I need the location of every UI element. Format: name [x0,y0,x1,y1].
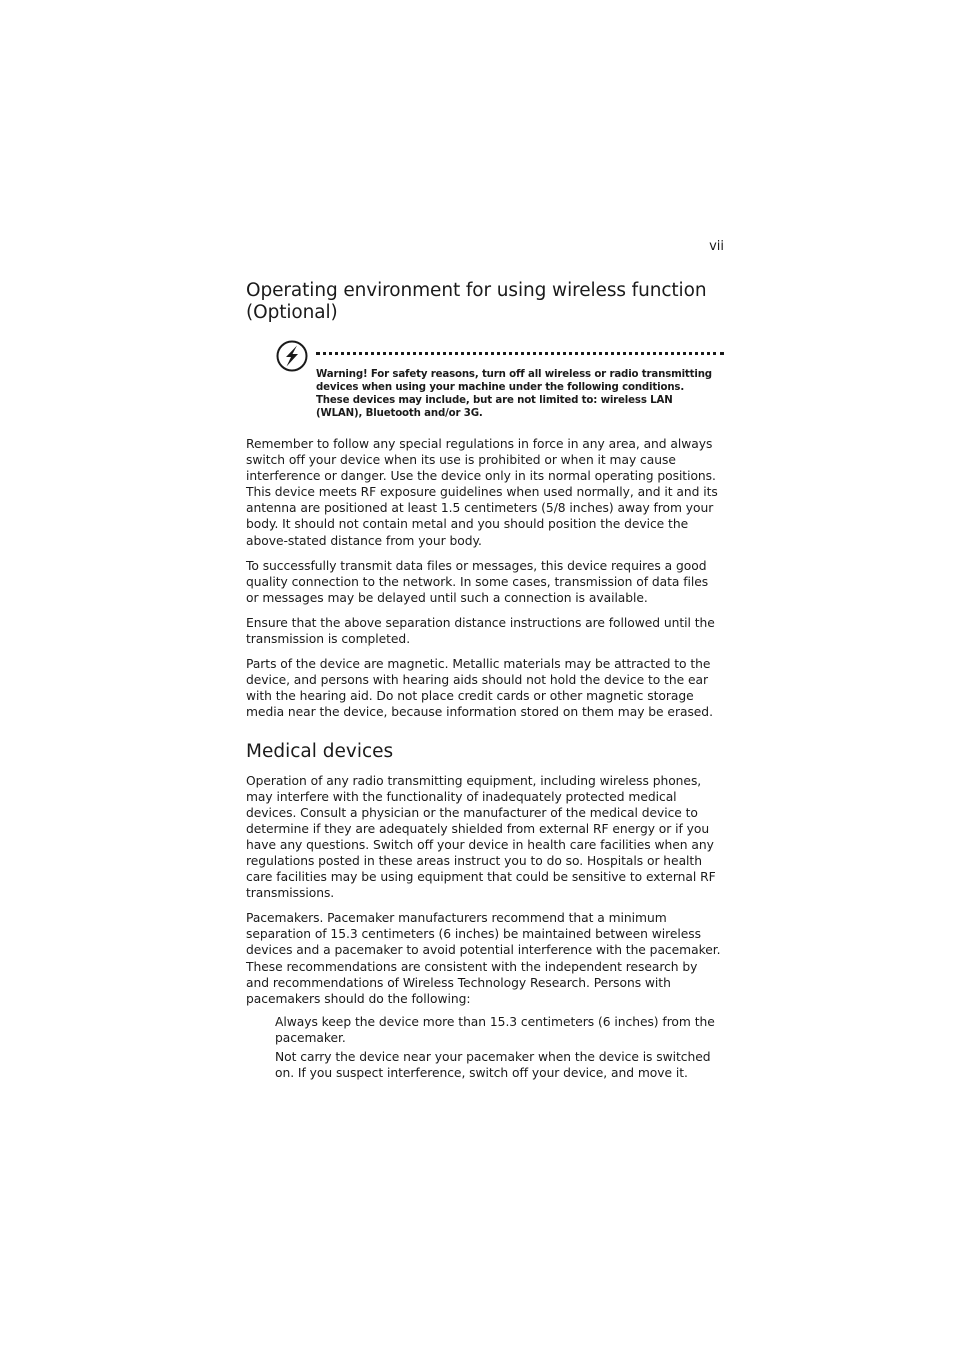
paragraph: To successfully transmit data files or messages, this device requires a good quality connection to the network. In some cases, transmission of data files or messages may be delayed until such a connection is available. [246,558,709,605]
warning-text: Warning! For safety reasons, turn off all wireless or radio transmitting devices when using your machine under the following conditions. These devices may include, but are not limited to: wireless LAN (WLAN), Bluetooth and/or 3G. [316,369,712,419]
page-content [246,280,724,1084]
list-item: Not carry the device near your pacemaker when the device is switched on. If you suspect interference, switch off your device, and move it. [275,1050,711,1081]
paragraph: Operation of any radio transmitting equipment, including wireless phones, may interfere with the functionality of inadequately protected medical devices. Consult a physician or the manufacturer of the medical device to determine if they are adequately shielded from external RF energy or if you have any questions. Switch off your device in health care facilities when any regulations posted in these areas instruct you to do so. Hospitals or health care facilities may be using equipment that could be sensitive to external RF transmissions. [246,773,716,901]
paragraph: Pacemakers. Pacemaker manufacturers recommend that a minimum separation of 15.3 centimeters (6 inches) be maintained between wireless devices and a pacemaker to avoid potential interference with the pacemaker. These recommendations are consistent with the independent research by and recommendations of Wireless Technology Research. Persons with pacemakers should do the following: [246,911,721,1006]
warning-divider [316,352,724,355]
paragraph: Parts of the device are magnetic. Metallic materials may be attracted to the device, and persons with hearing aids should not hold the device to the ear with the hearing aid. Do not place credit cards or other magnetic storage media near the device, because information stored on them may be erased. [246,657,713,720]
pacemaker-guidelines-list [246,1014,724,1081]
lightning-warning-icon [276,340,308,372]
paragraph: Remember to follow any special regulations in force in any area, and always switch off your device when its use is prohibited or when it may cause interference or danger. Use the device only in its normal operating positions. This device meets RF exposure guidelines when used normally, and it and its antenna are positioned at least 1.5 centimeters (5/8 inches) away from your body. It should not contain metal and you should position the device the above-stated distance from your body. [246,437,718,548]
warning-box [246,340,724,424]
section-title: Operating environment for using wireless function (Optional) [246,280,707,323]
paragraph: Ensure that the above separation distance instructions are followed until the transmission is completed. [246,615,715,647]
list-item: Always keep the device more than 15.3 centimeters (6 inches) from the pacemaker. [275,1014,715,1045]
page-number: vii [709,239,724,254]
subsection-title-medical-devices: Medical devices [246,740,394,762]
